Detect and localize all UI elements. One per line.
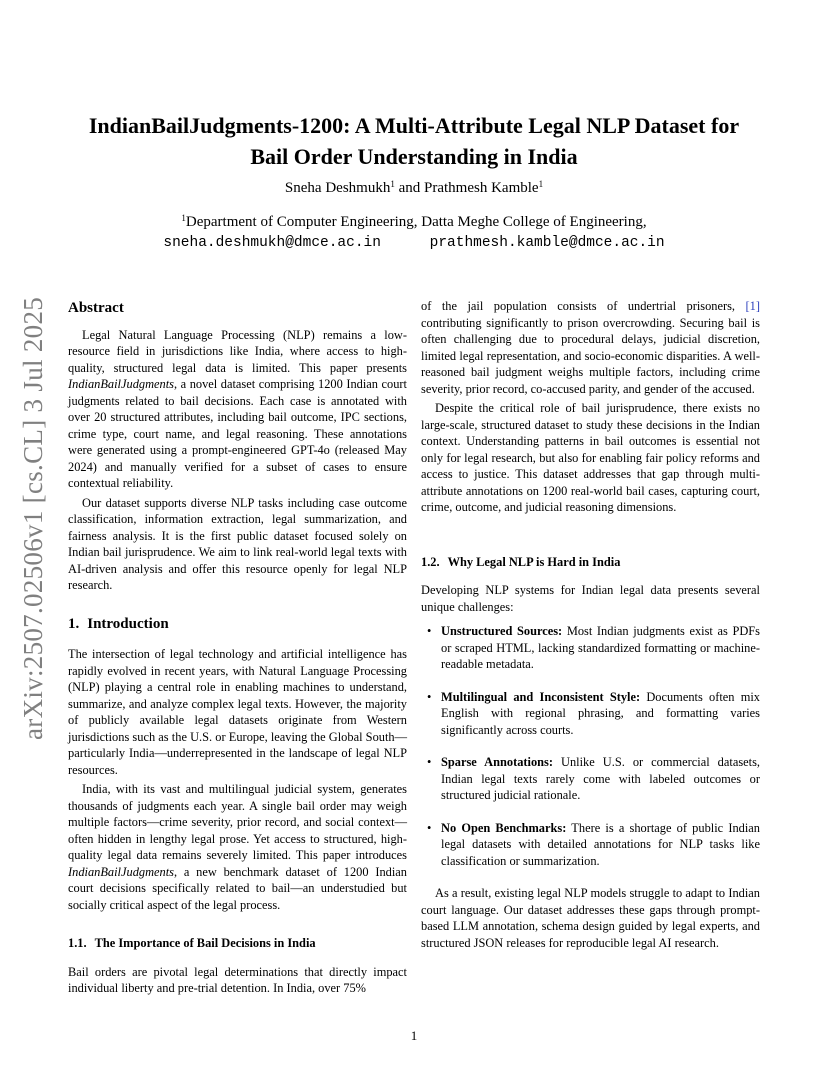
subsection-heading-legal-nlp-hard [421,554,760,571]
subsection-number: 1.1. [68,936,87,950]
paper-title [40,110,788,172]
text-run: contributing significantly to prison overcrowding. Securing bail is often challenging due to procedural delays, judicial discretion, limited legal representation, and socio-economic disparities. A well-reasoned bail judgment weighs multiple factors, including crime severity, prior record, co-accused parity, and gender of the accused. [421,315,760,396]
list-item [421,689,760,739]
author-affil-mark: 1 [538,179,544,189]
abstract-heading: Abstract [68,300,124,316]
subsection-heading-bail-importance [68,935,407,952]
text-run: , a new benchmark dataset of 1200 Indian court decisions specifically related to bail—an understudied but socially critical aspect of the legal process. [68,864,407,912]
body-paragraph: The intersection of legal technology and artificial intelligence has rapidly evolved in recent years, with Natural Language Processing (NLP) playing a central role in enabling machines to understand, summarize, and analyze complex legal texts. However, the majority of publicly available legal datasets originate from Western jurisdictions such as the U.S. or Europe, leaving the Global South—particularly India—underrepresented in the landscape of legal NLP resources. [68,647,407,777]
challenges-list [421,623,760,869]
citation-link[interactable]: [1] [745,299,760,313]
body-paragraph: Developing NLP systems for Indian legal data presents several unique challenges: [421,583,760,614]
section-heading-introduction [68,616,407,633]
list-item-text: Most Indian judgments exist as PDFs or scraped HTML, lacking standardized formatting or machine-readable metadata. [441,624,760,671]
section-title: Introduction [87,615,169,632]
author-name: Prathmesh Kamble [424,180,539,196]
text-run: India, with its vast and multilingual judicial system, generates thousands of judgments each year. A single bail order may weigh multiple factors—crime severity, prior record, and social context—often hidden in lengthy legal prose. Yet access to structured, high-quality legal data remains severely limited. This paper introduces [68,782,407,862]
list-item-term: No Open Benchmarks: [441,820,567,835]
author-name: Sneha Deshmukh [284,180,391,196]
author-affil-mark: 1 [390,179,395,189]
subsection-title: The Importance of Bail Decisions in India [94,936,316,950]
dataset-name: IndianBailJudgments [68,864,174,879]
subsection-title: Why Legal NLP is Hard in India [447,554,621,569]
arxiv-stamp: arXiv:2507.02506v1 [cs.CL] 3 Jul 2025 [18,296,48,740]
text-run: of the jail population consists of undertrial prisoners, [421,299,746,313]
list-item [421,820,760,870]
abstract-paragraph [68,327,407,492]
right-column [421,298,760,954]
abstract-paragraph: Our dataset supports diverse NLP tasks including case outcome classification, information extraction, legal summarization, and fairness analysis. It is the first public dataset focused solely on Indian bail jurisprudence. We aim to link real-world legal texts with AI-driven analysis and offer this resource openly for legal NLP research. [68,495,407,592]
list-item-text: There is a shortage of public Indian legal datasets with detailed annotations for NLP tasks like classification or summarization. [441,820,760,868]
list-item-text: Unlike U.S. or commercial datasets, Indian legal texts rarely come with labeled outcomes or structured judicial rationale. [441,755,761,802]
subsection-number: 1.2. [421,554,440,569]
list-item [421,754,760,804]
author-joiner: and [398,180,421,196]
list-item-text: Documents often mix English with regional phrasing, and formatting varies significantly across courts. [441,689,760,737]
author-emails [40,235,788,251]
body-paragraph-continued [421,298,760,397]
email-link[interactable]: prathmesh.kamble@dmce.ac.in [429,235,665,251]
section-number: 1. [68,615,80,632]
body-paragraph: Bail orders are pivotal legal determinations that directly impact individual liberty and pre-trial detention. In India, over 75% [68,964,407,995]
affiliation-text: Department of Computer Engineering, Datta Meghe College of Engineering, [185,214,647,230]
page-number: 1 [410,1028,418,1043]
left-column [68,298,407,1000]
dataset-name: IndianBailJudgments [68,377,174,391]
body-paragraph: Despite the critical role of bail jurisprudence, there exists no large-scale, structured dataset to study these decisions in the Indian context. Understanding patterns in bail outcomes is essential not only for legal research, but also for enabling fair policy reforms and access to justice. This dataset addresses that gap through multi-attribute annotations on 1200 real-world bail cases, capturing court, crime, outcome, and judicial reasoning dimensions. [421,401,760,514]
body-paragraph [68,781,407,913]
email-link[interactable]: sneha.deshmukh@dmce.ac.in [163,235,381,251]
affiliation [40,214,788,231]
text-run: Legal Natural Language Processing (NLP) remains a low-resource field in jurisdictions like India, where access to high-quality, structured legal data is limited. This paper presents [68,327,407,375]
list-item [421,623,760,673]
text-run: , a novel dataset comprising 1200 Indian court judgments related to bail decisions. Each case is annotated with over 20 structured attributes, including bail outcome, IPC sections, crime type, court name, and legal reasoning. These annotations were generated using a prompt-engineered GPT-4o (released May 2024) and manually verified for a subset of cases to ensure contextual reliability. [68,377,407,490]
author-list [40,180,788,197]
title-line-1: IndianBailJudgments-1200: A Multi-Attribute Legal NLP Dataset for [88,113,740,138]
affiliation-mark: 1 [181,213,186,223]
title-line-2: Bail Order Understanding in India [250,144,578,169]
body-paragraph: As a result, existing legal NLP models struggle to adapt to Indian court language. Our dataset addresses these gaps through prompt-based LLM annotation, schema design guided by legal experts, and structured JSON releases for reproducible legal AI research. [421,886,760,950]
list-item-term: Multilingual and Inconsistent Style: [441,689,641,704]
list-item-term: Sparse Annotations: [441,755,553,769]
list-item-term: Unstructured Sources: [441,624,563,638]
